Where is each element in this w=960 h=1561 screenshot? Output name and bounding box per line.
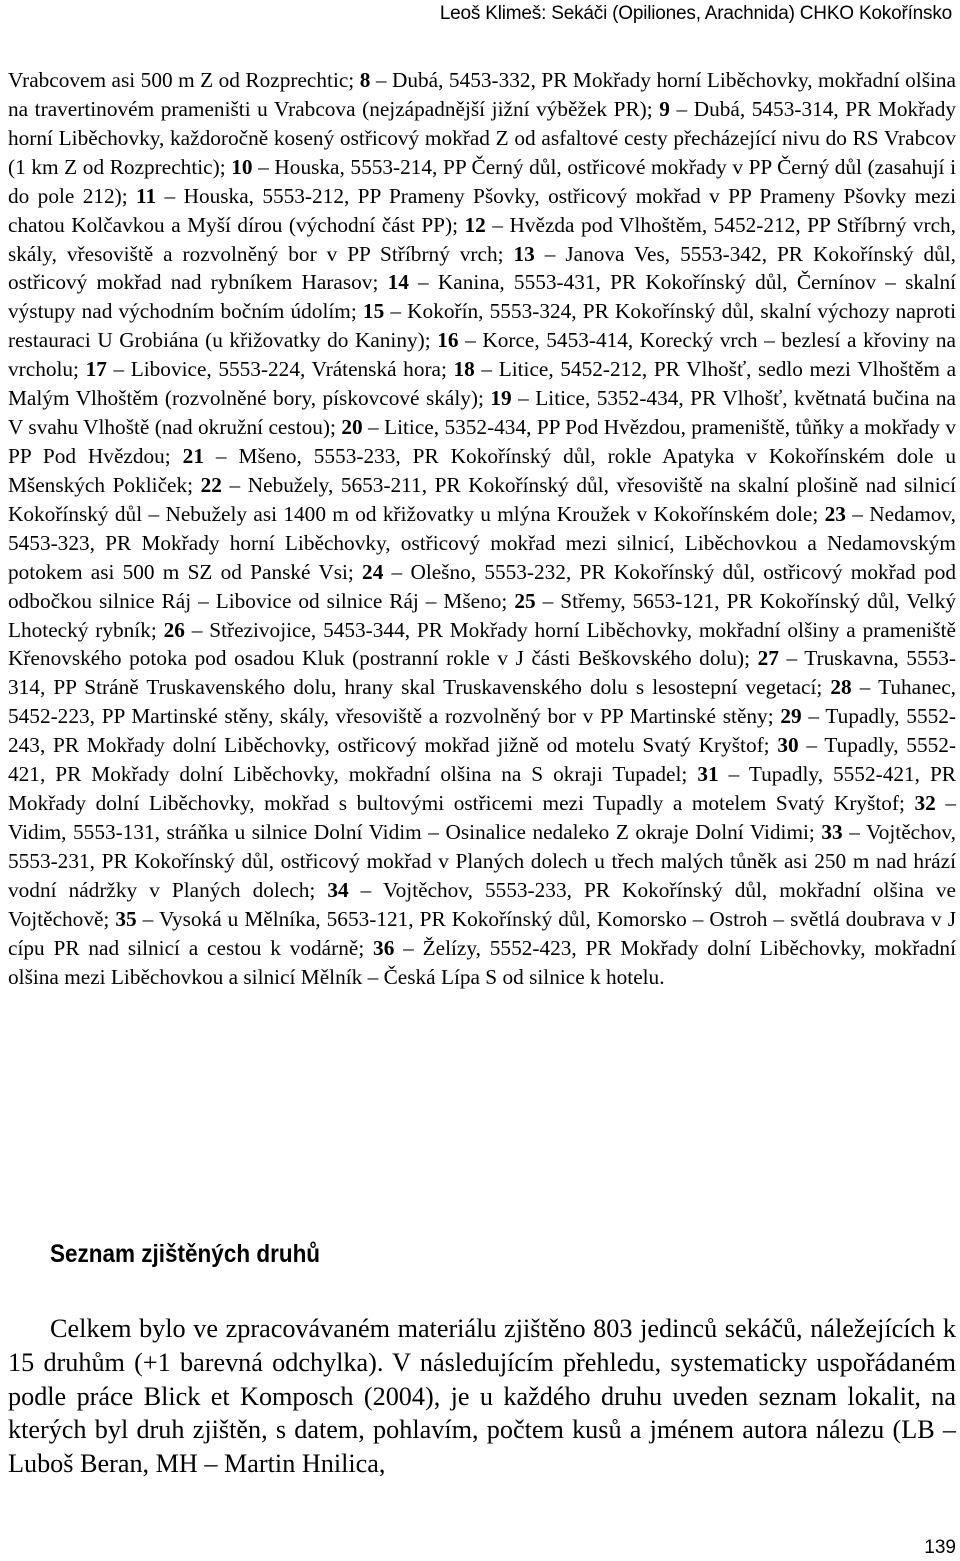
locality-number: 26 bbox=[163, 617, 185, 642]
locality-entry: 17 – Libovice, 5553-224, Vrátenská hora; bbox=[85, 357, 454, 382]
intro-paragraph: Celkem bylo ve zpracovávaném materiálu zjištěno 803 jedinců sekáčů, náležejících k 15 druhům (+1 barevná odchylka). V následujícím přehledu, systematicky uspořádaném podle práce Blick et Komposch (2004), je u každého druhu uveden seznam lokalit, na kterých byl druh zjištěn, s datem, pohlavím, počtem kusů a jménem autora nálezu (LB – Luboš Beran, MH – Martin Hnilica, bbox=[8, 1314, 956, 1479]
locality-entry: 24 – Olešno, 5553-232, PR Kokořínský důl, ostřicový mokřad pod odbočkou silnice Ráj – Libovice od silnice Ráj – Mšeno; bbox=[8, 559, 956, 613]
locality-entry: 19 – Litice, 5352-434, PR Vlhošť, květnatá bučina na V svahu Vlhoště (nad okružní cestou); bbox=[8, 386, 956, 440]
locality-list bbox=[8, 66, 956, 992]
locality-number: 24 bbox=[362, 559, 384, 584]
locality-number: 22 bbox=[200, 472, 222, 497]
locality-number: 25 bbox=[514, 588, 536, 613]
locality-number: 10 bbox=[231, 154, 253, 179]
locality-entry: 25 – Střemy, 5653-121, PR Kokořínský důl, Velký Lhotecký rybník; bbox=[8, 588, 956, 642]
locality-number: 23 bbox=[824, 501, 846, 526]
locality-number: 13 bbox=[513, 241, 535, 266]
locality-text: Libovice, 5553-224, Vrátenská hora; bbox=[130, 357, 454, 382]
locality-number: 12 bbox=[464, 212, 486, 237]
locality-entry: 23 – Nedamov, 5453-323, PR Mokřady horní Liběchovky, ostřicový mokřad mezi silnicí, Liběchovkou a Nedamovským potokem asi 500 m SZ od Panské Vsi; bbox=[8, 501, 957, 584]
locality-text: Kokořín, 5553-324, PR Kokořínský důl, skalní výchozy naproti restauraci U Grobiána (u křižovatky do Kaniny); bbox=[8, 299, 956, 353]
locality-number: 19 bbox=[490, 386, 512, 411]
locality-entry: 34 – Vojtěchov, 5553-233, PR Kokořínský důl, mokřadní olšina ve Vojtěchově; bbox=[8, 877, 956, 931]
locality-number: 30 bbox=[777, 733, 799, 758]
locality-number: 29 bbox=[780, 704, 802, 729]
locality-text: Vysoká u Mělníka, 5653-121, PR Kokořínský důl, Komorsko – Ostroh – světlá doubrava v J cípu PR nad silnicí a cestou k vodárně; bbox=[8, 906, 956, 960]
locality-text: Janova Ves, 5553-342, PR Kokořínský důl, ostřicový mokřad nad rybníkem Harasov; bbox=[8, 241, 957, 295]
locality-text: Střemy, 5653-121, PR Kokořínský důl, Velký Lhotecký rybník; bbox=[8, 588, 956, 642]
locality-number: 16 bbox=[437, 328, 459, 353]
locality-text: Kanina, 5553-431, PR Kokořínský důl, Černínov – skalní výstupy nad východním bočním údolím; bbox=[8, 270, 957, 324]
locality-number: 9 bbox=[659, 96, 670, 121]
locality-number: 34 bbox=[327, 877, 349, 902]
locality-entry: 21 – Mšeno, 5553-233, PR Kokořínský důl, rokle Apatyka v Kokořínském dole u Mšenských Pokliček; bbox=[8, 443, 957, 497]
locality-entry: 35 – Vysoká u Mělníka, 5653-121, PR Kokořínský důl, Komorsko – Ostroh – světlá doubrava v J cípu PR nad silnicí a cestou k vodárně; bbox=[8, 906, 956, 960]
locality-entry: 32 – Vidim, 5553-131, stráňka u silnice Dolní Vidim – Osinalice nedaleko Z okraje Dolní Vidimi; bbox=[8, 791, 956, 844]
locality-text: Tupadly, 5552-421, PR Mokřady dolní Liběchovky, mokřad s bultovými ostřicemi mezi Tupadly a motelem Svatý Kryštof; bbox=[8, 762, 956, 816]
locality-text: Dubá, 5453-332, PR Mokřady horní Liběchovky, mokřadní olšina na travertinovém prameništi u Vrabcova (nejzápadnější jižní výběžek PR); bbox=[8, 68, 957, 121]
locality-text: Tupadly, 5552-243, PR Mokřady dolní Liběchovky, ostřicový mokřad jižně od motelu Svatý Kryštof; bbox=[8, 704, 956, 758]
locality-text: Dubá, 5453-314, PR Mokřady horní Liběchovky, každoročně kosený ostřicový mokřad Z od asfaltové cesty přecházející nivu do RS Vrabcov (1 km Z od Rozprechtic); bbox=[8, 96, 956, 179]
locality-text: Nedamov, 5453-323, PR Mokřady horní Liběchovky, ostřicový mokřad mezi silnicí, Liběchovkou a Nedamovským potokem asi 500 m SZ od Panské Vsi; bbox=[8, 501, 957, 584]
locality-entry: 36 – Želízy, 5552-423, PR Mokřady dolní Liběchovky, mokřadní olšina mezi Liběchovkou a silnicí Mělník – Česká Lípa S od silnice k hotelu. bbox=[8, 935, 956, 989]
locality-number: 31 bbox=[697, 762, 719, 787]
locality-text: Houska, 5553-214, PP Černý důl, ostřicové mokřady v PP Černý důl (zasahují i do pole 212); bbox=[8, 154, 956, 208]
locality-number: 27 bbox=[757, 646, 779, 671]
locality-number: 18 bbox=[453, 357, 475, 382]
locality-entry: 31 – Tupadly, 5552-421, PR Mokřady dolní Liběchovky, mokřad s bultovými ostřicemi mezi Tupadly a motelem Svatý Kryštof; bbox=[8, 762, 956, 816]
locality-entry: 18 – Litice, 5452-212, PR Vlhošť, sedlo mezi Vlhoštěm a Malým Vlhoštěm (rozvolněné bory, pískovcové skály); bbox=[8, 357, 957, 411]
locality-number: 32 bbox=[914, 791, 936, 816]
locality-entry: 28 – Tuhanec, 5452-223, PP Martinské stěny, skály, vřesoviště a rozvolněný bor v PP Martinské stěny; bbox=[8, 675, 956, 729]
locality-entry: 8 – Dubá, 5453-332, PR Mokřady horní Liběchovky, mokřadní olšina na travertinovém prameništi u Vrabcova (nejzápadnější jižní výběžek PR); bbox=[8, 68, 957, 121]
locality-entry: 16 – Korce, 5453-414, Korecký vrch – bezlesí a křoviny na vrcholu; bbox=[8, 328, 957, 382]
locality-entry: 26 – Střezivojice, 5453-344, PR Mokřady horní Liběchovky, mokřadní olšiny a prameniště Křenovského potoka pod osadou Kluk (postranní rokle v J části Beškovského dolu); bbox=[8, 617, 956, 671]
locality-entry: 15 – Kokořín, 5553-324, PR Kokořínský důl, skalní výchozy naproti restauraci U Grobiána (u křižovatky do Kaniny); bbox=[8, 299, 956, 353]
locality-text: Korce, 5453-414, Korecký vrch – bezlesí a křoviny na vrcholu; bbox=[8, 328, 957, 382]
locality-number: 36 bbox=[373, 935, 395, 960]
locality-text: Litice, 5452-212, PR Vlhošť, sedlo mezi Vlhoštěm a Malým Vlhoštěm (rozvolněné bory, pískovcové skály); bbox=[8, 357, 957, 411]
locality-text: Střezivojice, 5453-344, PR Mokřady horní Liběchovky, mokřadní olšiny a prameniště Křenovského potoka pod osadou Kluk (postranní rokle v J části Beškovského dolu); bbox=[8, 617, 956, 671]
locality-text: Hvězda pod Vlhoštěm, 5452-212, PP Stříbrný vrch, skály, vřesoviště a rozvolněný bor v PP Stříbrný vrch; bbox=[8, 212, 956, 266]
running-header: Leoš Klimeš: Sekáči (Opiliones, Arachnida) CHKO Kokořínsko bbox=[439, 3, 952, 24]
locality-text: Litice, 5352-434, PR Vlhošť, květnatá bučina na V svahu Vlhoště (nad okružní cestou); bbox=[8, 386, 956, 440]
locality-entry: 33 – Vojtěchov, 5553-231, PR Kokořínský důl, ostřicový mokřad v Planých dolech u třech malých tůněk asi 250 m nad hrází vodní nádržky v Planých dolech; bbox=[8, 819, 956, 902]
locality-number: 20 bbox=[341, 415, 363, 440]
locality-entry: 11 – Houska, 5553-212, PP Prameny Pšovky, ostřicový mokřad v PP Prameny Pšovky mezi chatou Kolčavkou a Myší dírou (východní část PP); bbox=[8, 183, 956, 237]
locality-entry: 30 – Tupadly, 5552-421, PR Mokřady dolní Liběchovky, mokřadní olšina na S okraji Tupadel; bbox=[8, 733, 956, 787]
locality-number: 21 bbox=[182, 443, 204, 468]
locality-number: 15 bbox=[362, 299, 385, 324]
locality-text: Tupadly, 5552-421, PR Mokřady dolní Liběchovky, mokřadní olšina na S okraji Tupadel; bbox=[8, 733, 956, 787]
page-number: 139 bbox=[924, 1537, 956, 1558]
locality-number: 11 bbox=[136, 183, 157, 208]
locality-text: Vojtěchov, 5553-231, PR Kokořínský důl, ostřicový mokřad v Planých dolech u třech malých tůněk asi 250 m nad hrází vodní nádržky v Planých dolech; bbox=[8, 819, 956, 902]
locality-entry: 12 – Hvězda pod Vlhoštěm, 5452-212, PP Stříbrný vrch, skály, vřesoviště a rozvolněný bor v PP Stříbrný vrch; bbox=[8, 212, 956, 266]
locality-text: Želízy, 5552-423, PR Mokřady dolní Liběchovky, mokřadní olšina mezi Liběchovkou a silnicí Mělník – Česká Lípa S od silnice k hotelu. bbox=[8, 935, 956, 989]
locality-number: 17 bbox=[85, 357, 107, 382]
locality-text: Vidim, 5553-131, stráňka u silnice Dolní Vidim – Osinalice nedaleko Z okraje Dolní Vidimi; bbox=[8, 819, 822, 844]
locality-entry: 27 – Truskavna, 5553-314, PP Stráně Truskavenského dolu, hrany skal Truskavenského dolu s lesostepní vegetací; bbox=[8, 646, 956, 700]
locality-number: 14 bbox=[387, 270, 409, 295]
locality-text: Litice, 5352-434, PP Pod Hvězdou, prameniště, tůňky a mokřady v PP Pod Hvězdou; bbox=[8, 415, 957, 468]
section-heading: Seznam zjištěných druhů bbox=[50, 1240, 321, 1268]
locality-text: Houska, 5553-212, PP Prameny Pšovky, ostřicový mokřad v PP Prameny Pšovky mezi chatou Kolčavkou a Myší dírou (východní část PP); bbox=[8, 183, 956, 237]
locality-entry: 9 – Dubá, 5453-314, PR Mokřady horní Liběchovky, každoročně kosený ostřicový mokřad Z od asfaltové cesty přecházející nivu do RS Vrabcov (1 km Z od Rozprechtic); bbox=[8, 96, 956, 179]
locality-text: Tuhanec, 5452-223, PP Martinské stěny, skály, vřesoviště a rozvolněný bor v PP Martinské stěny; bbox=[8, 675, 956, 729]
locality-number: 28 bbox=[830, 675, 852, 700]
locality-entry: 22 – Nebužely, 5653-211, PR Kokořínský důl, vřesoviště na skalní plošině nad silnicí Kokořínský důl – Nebužely asi 1400 m od křižovatky u mlýna Kroužek v Kokořínském dole; bbox=[8, 472, 957, 526]
locality-entry: 13 – Janova Ves, 5553-342, PR Kokořínský důl, ostřicový mokřad nad rybníkem Harasov; bbox=[8, 241, 957, 295]
locality-entry: 29 – Tupadly, 5552-243, PR Mokřady dolní Liběchovky, ostřicový mokřad jižně od motelu Svatý Kryštof; bbox=[8, 704, 956, 758]
locality-number: 8 bbox=[359, 68, 371, 92]
locality-text: Truskavna, 5553-314, PP Stráně Truskavenského dolu, hrany skal Truskavenského dolu s lesostepní vegetací; bbox=[8, 646, 956, 700]
locality-entry: 14 – Kanina, 5553-431, PR Kokořínský důl, Černínov – skalní výstupy nad východním bočním údolím; bbox=[8, 270, 957, 324]
locality-text: Olešno, 5553-232, PR Kokořínský důl, ostřicový mokřad pod odbočkou silnice Ráj – Libovice od silnice Ráj – Mšeno; bbox=[8, 559, 956, 613]
locality-number: 35 bbox=[115, 906, 137, 931]
locality-text: Mšeno, 5553-233, PR Kokořínský důl, rokle Apatyka v Kokořínském dole u Mšenských Pokliček; bbox=[8, 443, 957, 497]
locality-entry: 20 – Litice, 5352-434, PP Pod Hvězdou, prameniště, tůňky a mokřady v PP Pod Hvězdou; bbox=[8, 415, 957, 468]
locality-list-lead: Vrabcovem asi 500 m Z od Rozprechtic; bbox=[8, 68, 360, 92]
locality-text: Nebužely, 5653-211, PR Kokořínský důl, vřesoviště na skalní plošině nad silnicí Kokořínský důl – Nebužely asi 1400 m od křižovatky u mlýna Kroužek v Kokořínském dole; bbox=[8, 472, 957, 526]
locality-text: Vojtěchov, 5553-233, PR Kokořínský důl, mokřadní olšina ve Vojtěchově; bbox=[8, 877, 956, 931]
locality-entry: 10 – Houska, 5553-214, PP Černý důl, ostřicové mokřady v PP Černý důl (zasahují i do pole 212); bbox=[8, 154, 956, 208]
locality-number: 33 bbox=[821, 819, 843, 844]
